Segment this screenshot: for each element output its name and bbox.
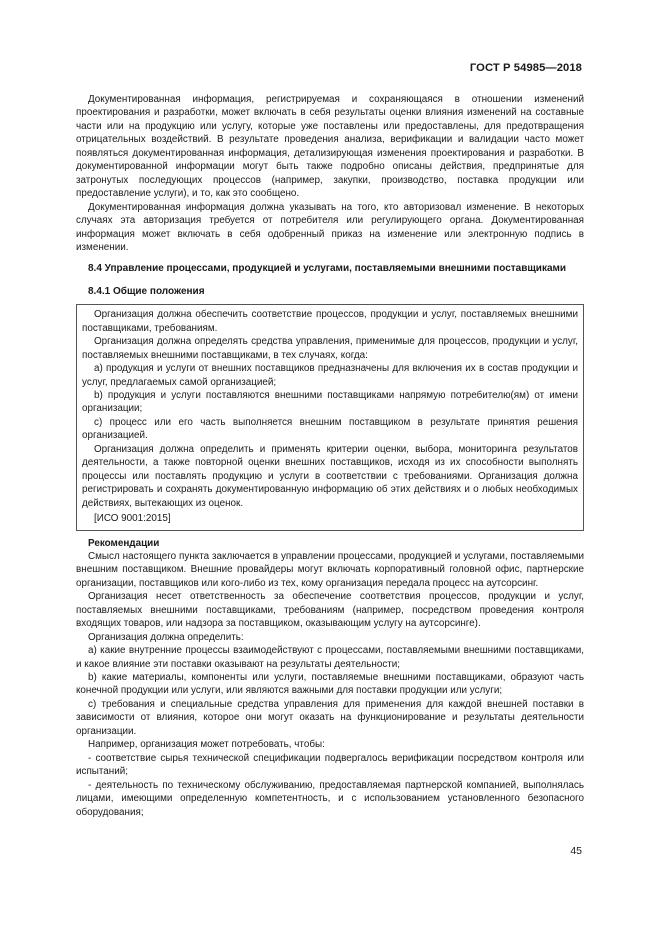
requirement-paragraph: Организация должна обеспечить соответствие процессов, продукции и услуг, поставляемых внешними поставщиками, требованиям.: [82, 309, 578, 334]
recommendation-paragraph: Смысл настоящего пункта заключается в управлении процессами, продукцией и услугами, поставляемыми внешним поставщиком. Внешние провайдеры могут включать корпоративный головной офис, партнерские организации, поставщиков или кого-либо из тех, кому организация передала процесс на аутсорсинг.: [76, 550, 584, 589]
recommendation-item: b) какие материалы, компоненты или услуги, поставляемые внешними поставщиками, образуют часть конечной продукции или услуги, или являются важными для поставки продукции или услуги;: [76, 672, 584, 697]
requirement-box: [76, 304, 584, 530]
recommendation-bullet: - деятельность по техническому обслуживанию, предоставляемая партнерской компанией, выполнялась лицами, имеющими определенную компетентность, и с использованием установленного безопасного оборудования;: [76, 779, 584, 818]
requirement-item: c) процесс или его часть выполняется внешним поставщиком в результате принятия решения организацией.: [82, 416, 578, 442]
recommendation-paragraph: Организация несет ответственность за обеспечение соответствия процессов, продукции и услуг, поставляемых внешними поставщиками, требованиям (например, посредством проведения контроля входящих товаров, или надзора за поставщиком, оказывающим услугу на аутсорсинге).: [76, 591, 584, 630]
document-code-header: ГОСТ Р 54985—2018: [469, 62, 582, 74]
requirement-item: b) продукция и услуги поставляются внешними поставщиками напрямую потребителю(ям) от имени организации;: [82, 389, 578, 415]
recommendation-paragraph: Организация должна определить:: [88, 631, 244, 643]
recommendation-paragraph: Например, организация может потребовать, чтобы:: [88, 739, 325, 751]
standard-reference: [ИСО 9001:2015]: [94, 513, 171, 525]
page-content: [76, 93, 584, 819]
recommendations-title: Рекомендации: [88, 537, 160, 549]
intro-paragraph: Документированная информация, регистрируемая и сохраняющаяся в отношении изменений проектирования и разработки, может включать в себя результаты оценки влияния изменений на составные части или на продукцию или услугу, которые уже поставлены или предоставлены, для предотвращения отрицательных воздействий. В результате проведения анализа, верификации и валидации часто может появляться документированная информация, детализирующая изменения проектирования и разработки. В документированной информации могут быть также подробно описаны действия, предпринятые для затронутых последующих процессов (например, закупки, производство, поставка продукции или предоставление услуги), и то, как это сообщено.: [76, 94, 584, 200]
page-number: 45: [570, 845, 582, 857]
requirement-item: a) продукция и услуги от внешних поставщиков предназначены для включения их в состав продукции и услуг, предлагаемых самой организацией;: [82, 363, 578, 388]
section-heading: 8.4 Управление процессами, продукцией и услугами, поставляемыми внешними поставщиками: [88, 263, 567, 275]
intro-paragraph: Документированная информация должна указывать на того, кто авторизовал изменение. В некоторых случаях эта авторизация требуется от потребителя или регулирующего органа. Документированная информация может включать в себя одобренный приказ на изменение или электронную подпись в изменении.: [76, 201, 584, 253]
recommendation-item: c) требования и специальные средства управления для применения для каждой внешней поставки в зависимости от влияния, которое они могут оказать на функционирование и результаты деятельности организации.: [76, 698, 584, 737]
subsection-heading: 8.4.1 Общие положения: [88, 285, 205, 297]
requirement-paragraph: Организация должна определить и применять критерии оценки, выбора, мониторинга результатов деятельности, а также повторной оценки внешних поставщиков, исходя из их способности выполнять процессы или поставлять продукцию и услуги в соответствии с требованиями. Организация должна регистрировать и сохранять документированную информацию об этих действиях и о любых необходимых действиях, вытекающих из оценок.: [82, 443, 578, 509]
requirement-paragraph: Организация должна определять средства управления, применимые для процессов, продукции и услуг, поставляемых внешними поставщиками, в тех случаях, когда:: [82, 336, 578, 361]
recommendation-item: a) какие внутренние процессы взаимодействуют с процессами, поставляемыми внешними поставщиками, и какое влияние эти поставки оказывают на результаты деятельности;: [76, 645, 584, 670]
recommendation-bullet: - соответствие сырья технической спецификации подвергалось верификации посредством контроля или испытаний;: [76, 752, 584, 778]
